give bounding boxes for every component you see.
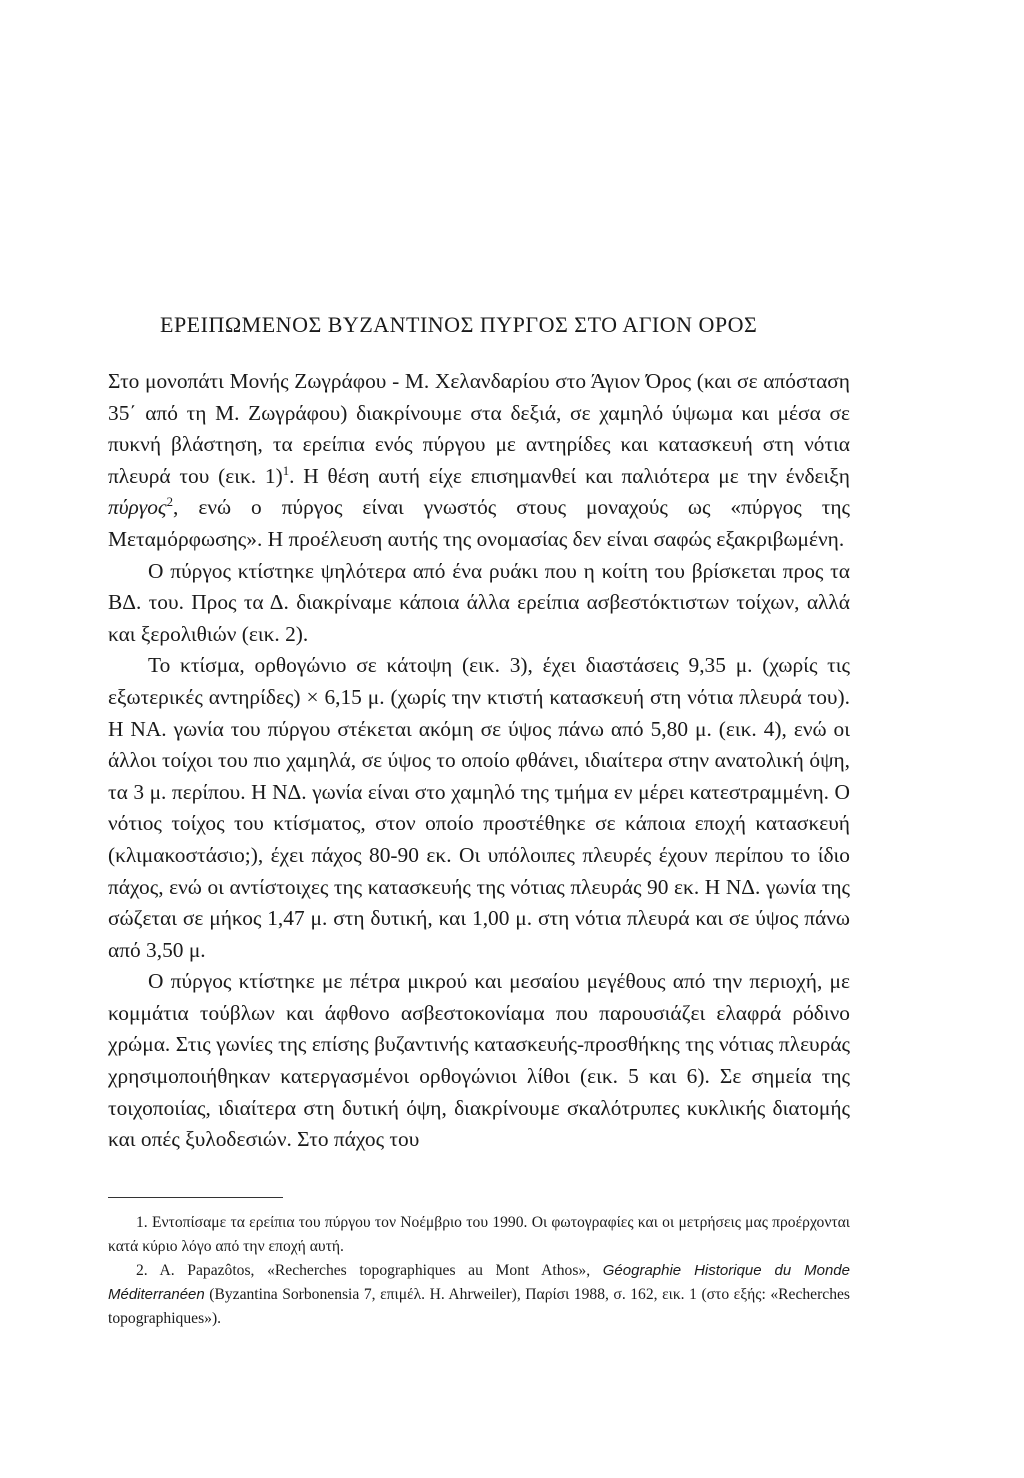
footnote-2-text-a: 2. A. Papazôtos, «Recherches topographiques au Mont Athos»,	[136, 1262, 603, 1279]
paragraph-1-text-b: . Η θέση αυτή είχε επισημανθεί και παλιότερα με την ένδειξη	[289, 463, 850, 488]
paragraph-2: Ο πύργος κτίστηκε ψηλότερα από ένα ρυάκι που η κοίτη του βρίσκεται προς τα ΒΔ. του. Προς τα Δ. διακρίναμε κάποια άλλα ερείπια ασβεστόκτιστων τοίχων, αλλά και ξερολιθιών (εικ. 2).	[108, 558, 850, 646]
footnotes	[108, 1211, 850, 1331]
paragraph-1-emphasis: πύργος	[108, 495, 167, 520]
paragraph-1-text-a: Στο μονοπάτι Μονής Ζωγράφου - Μ. Χελανδαρίου στο Άγιον Όρος (και σε απόσταση 35΄ από τη Μ. Ζωγράφου) διακρίνουμε στα δεξιά, σε χαμηλό ύψωμα και μέσα σε πυκνή βλάστηση, τα ερείπια ενός πύργου με αντηρίδες και κατασκευή στη νότια πλευρά του (εικ. 1)	[108, 369, 850, 488]
footnote-2-emphasis: Géographie Historique du Monde Méditerranéen	[108, 1262, 850, 1303]
footnote-2-text-b: (Byzantina Sorbonensia 7, επιμέλ. H. Ahrweiler), Παρίσι 1988, σ. 162, εικ. 1 (στο εξής: «Recherches topographiques»).	[108, 1286, 850, 1327]
paragraph-3: Το κτίσμα, ορθογώνιο σε κάτοψη (εικ. 3), έχει διαστάσεις 9,35 μ. (χωρίς τις εξωτερικές αντηρίδες) × 6,15 μ. (χωρίς την κτιστή κατασκευή στη νότια πλευρά του). Η ΝΑ. γωνία του πύργου στέκεται ακόμη σε ύψος πάνω από 5,80 μ. (εικ. 4), ενώ οι άλλοι τοίχοι του πιο χαμηλά, σε ύψος το οποίο φθάνει, ιδιαίτερα στην ανατολική όψη, τα 3 μ. περίπου. Η ΝΔ. γωνία είναι στο χαμηλό της τμήμα εν μέρει κατεστραμμένη. Ο νότιος τοίχος του κτίσματος, στον οποίο προστέθηκε σε κάποια εποχή κατασκευή (κλιμακοστάσιο;), έχει πάχος 80-90 εκ. Οι υπόλοιπες πλευρές έχουν περίπου το ίδιο πάχος, ενώ οι αντίστοιχες της κατασκευής της νότιας πλευράς 90 εκ. Η ΝΔ. γωνία της σώζεται σε μήκος 1,47 μ. στη δυτική, και 1,00 μ. στη νότια πλευρά και σε ύψος πάνω από 3,50 μ.	[108, 653, 850, 962]
footnote-2	[108, 1259, 850, 1331]
page-title: ΕΡΕΙΠΩΜΕΝΟΣ ΒΥΖΑΝΤΙΝΟΣ ΠΥΡΓΟΣ ΣΤΟ ΑΓΙΟΝ ΟΡΟΣ	[160, 312, 758, 337]
footnote-1: 1. Εντοπίσαμε τα ερείπια του πύργου τον Νοέμβριο του 1990. Οι φωτογραφίες και οι μετρήσεις μας προέρχονται κατά κύριο λόγο από την εποχή αυτή.	[108, 1214, 850, 1255]
footnote-ref-1[interactable]: 1	[282, 463, 290, 478]
footnote-ref-2[interactable]: 2	[166, 495, 174, 510]
body-text	[108, 366, 850, 1156]
paragraph-4: Ο πύργος κτίστηκε με πέτρα μικρού και μεσαίου μεγέθους από την περιοχή, με κομμάτια τούβλων και άφθονο ασβεστοκονίαμα που παρουσιάζει ελαφρά ρόδινο χρώμα. Στις γωνίες της επίσης βυζαντινής κατασκευής-προσθήκης της νότιας πλευράς χρησιμοποιήθηκαν κατεργασμένοι ορθογώνιοι λίθοι (εικ. 5 και 6). Σε σημεία της τοιχοποιίας, ιδιαίτερα στη δυτική όψη, διακρίνουμε σκαλότρυπες κυκλικής διατομής και οπές ξυλοδεσιών. Στο πάχος του	[108, 969, 850, 1152]
footnote-divider	[108, 1197, 283, 1198]
paragraph-1-text-c: , ενώ ο πύργος είναι γνωστός στους μοναχούς ως «πύργος της Μεταμόρφωσης». Η προέλευση αυτής της ονομασίας δεν είναι σαφώς εξακριβωμένη.	[108, 495, 850, 551]
paragraph-1	[108, 366, 850, 556]
